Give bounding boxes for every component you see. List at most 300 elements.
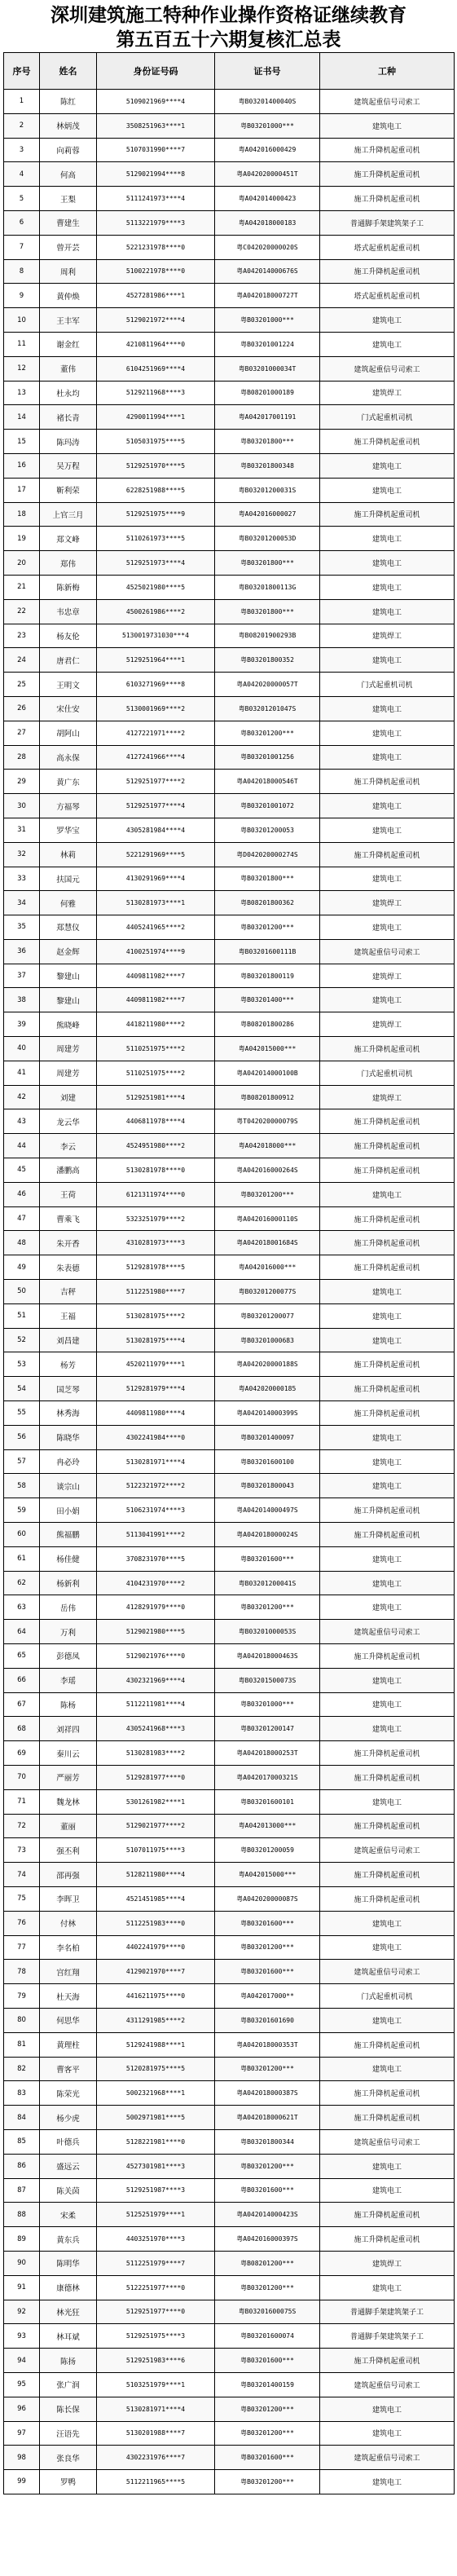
person-name: 董伟 <box>40 356 97 381</box>
person-name: 田小娟 <box>40 1498 97 1523</box>
table-row <box>4 405 455 430</box>
job-type: 建筑电工 <box>320 818 455 842</box>
person-name: 董丽 <box>40 1814 97 1838</box>
cert-number: 粤A042018000727T <box>215 284 320 308</box>
row-seq: 98 <box>4 2446 40 2470</box>
job-type: 建筑电工 <box>320 1571 455 1595</box>
job-type: 建筑电工 <box>320 1182 455 1206</box>
id-number: 5129281977****0 <box>97 1765 215 1789</box>
job-type: 建筑起重信号司索工 <box>320 2446 455 2470</box>
header-id-number: 身份证号码 <box>97 53 215 90</box>
job-type: 施工升降机起重司机 <box>320 2203 455 2227</box>
id-number: 6121311974****0 <box>97 1182 215 1206</box>
job-type: 施工升降机起重司机 <box>320 1037 455 1061</box>
cert-number: 粤B03201200031S <box>215 478 320 502</box>
cert-number: 粤C042020000020S <box>215 235 320 259</box>
cert-number: 粤A042014000423 <box>215 187 320 211</box>
person-name: 刘建 <box>40 1085 97 1109</box>
page-title <box>0 0 457 52</box>
person-name: 谢金红 <box>40 332 97 356</box>
person-name: 杨少虎 <box>40 2106 97 2130</box>
job-type: 建筑电工 <box>320 2008 455 2032</box>
cert-number: 粤B03201600*** <box>215 2446 320 2470</box>
person-name: 郑慧仪 <box>40 915 97 940</box>
id-number: 3508251963****1 <box>97 113 215 138</box>
cert-number: 粤B03201600*** <box>215 1960 320 1984</box>
cert-number: 粤B08201800362 <box>215 891 320 915</box>
job-type: 施工升降机起重司机 <box>320 1644 455 1669</box>
person-name: 汪语先 <box>40 2421 97 2446</box>
row-seq: 73 <box>4 1838 40 1863</box>
table-row <box>4 1863 455 1887</box>
cert-number: 粤A042017001191 <box>215 405 320 430</box>
person-name: 曹客平 <box>40 2057 97 2081</box>
person-name: 陈杨 <box>40 1692 97 1717</box>
cert-number: 粤B03201200041S <box>215 1571 320 1595</box>
id-number: 5129251975****9 <box>97 502 215 527</box>
id-number: 5130281975****4 <box>97 1328 215 1352</box>
person-name: 王荷 <box>40 1182 97 1206</box>
job-type: 建筑焊工 <box>320 381 455 405</box>
job-type: 建筑电工 <box>320 2421 455 2446</box>
person-name: 吴万程 <box>40 453 97 478</box>
table-header-row <box>4 53 455 90</box>
row-seq: 19 <box>4 527 40 551</box>
job-type: 建筑电工 <box>320 478 455 502</box>
cert-number: 粤B03201200*** <box>215 915 320 940</box>
cert-number: 粤A042018000463S <box>215 1644 320 1669</box>
row-seq: 30 <box>4 794 40 818</box>
table-row <box>4 1231 455 1255</box>
table-row <box>4 2470 455 2494</box>
cert-number: 粤B03201800119 <box>215 964 320 988</box>
person-name: 曹建生 <box>40 210 97 235</box>
job-type: 建筑电工 <box>320 599 455 624</box>
table-row <box>4 430 455 454</box>
id-number: 5107011975****3 <box>97 1838 215 1863</box>
row-seq: 10 <box>4 308 40 333</box>
person-name: 宋仕安 <box>40 696 97 721</box>
table-row <box>4 478 455 502</box>
table-row <box>4 1692 455 1717</box>
id-number: 4409811982****7 <box>97 964 215 988</box>
id-number: 5129251977****2 <box>97 770 215 794</box>
job-type: 门式起重机司机 <box>320 673 455 697</box>
cert-number: 粤B03201400040S <box>215 90 320 114</box>
person-name: 王明文 <box>40 673 97 697</box>
cert-number: 粤B03201200*** <box>215 1935 320 1960</box>
cert-number: 粤A042016000*** <box>215 1255 320 1280</box>
table-body <box>4 90 455 2494</box>
job-type: 施工升降机起重司机 <box>320 502 455 527</box>
table-row <box>4 2324 455 2349</box>
row-seq: 89 <box>4 2227 40 2252</box>
id-number: 5002971981****5 <box>97 2106 215 2130</box>
person-name: 林光狂 <box>40 2300 97 2324</box>
cert-number: 粤B03201800*** <box>215 867 320 891</box>
job-type: 建筑电工 <box>320 453 455 478</box>
row-seq: 52 <box>4 1328 40 1352</box>
cert-number: 粤B03201200059 <box>215 1838 320 1863</box>
id-number: 4104231970****2 <box>97 1571 215 1595</box>
cert-number: 粤A042018000353T <box>215 2032 320 2057</box>
table-row <box>4 2349 455 2373</box>
row-seq: 86 <box>4 2154 40 2178</box>
person-name: 赵金辉 <box>40 939 97 964</box>
person-name: 秦川云 <box>40 1741 97 1766</box>
id-number: 5129251973****4 <box>97 551 215 576</box>
job-type: 建筑焊工 <box>320 2251 455 2275</box>
id-number: 5122251977****0 <box>97 2275 215 2300</box>
table-row <box>4 1717 455 1741</box>
id-number: 5221231978****0 <box>97 235 215 259</box>
row-seq: 60 <box>4 1523 40 1547</box>
table-row <box>4 551 455 576</box>
header-seq: 序号 <box>4 53 40 90</box>
table-row <box>4 259 455 284</box>
cert-number: 粤B03201000053S <box>215 1620 320 1644</box>
row-seq: 82 <box>4 2057 40 2081</box>
table-row <box>4 1303 455 1328</box>
person-name: 黄仲焕 <box>40 284 97 308</box>
job-type: 施工升降机起重司机 <box>320 770 455 794</box>
row-seq: 51 <box>4 1303 40 1328</box>
person-name: 上官三月 <box>40 502 97 527</box>
person-name: 向莉蓉 <box>40 138 97 162</box>
person-name: 杜永均 <box>40 381 97 405</box>
cert-number: 粤A042014000100B <box>215 1061 320 1085</box>
row-seq: 78 <box>4 1960 40 1984</box>
row-seq: 38 <box>4 988 40 1012</box>
person-name: 靳利荣 <box>40 478 97 502</box>
id-number: 4127241966****4 <box>97 745 215 770</box>
row-seq: 44 <box>4 1134 40 1158</box>
id-number: 5100221978****0 <box>97 259 215 284</box>
job-type: 建筑起重信号司索工 <box>320 1838 455 1863</box>
job-type: 建筑电工 <box>320 1328 455 1352</box>
job-type: 建筑电工 <box>320 527 455 551</box>
row-seq: 92 <box>4 2300 40 2324</box>
row-seq: 12 <box>4 356 40 381</box>
cert-number: 粤A042017000321S <box>215 1765 320 1789</box>
cert-number: 粤A042015000*** <box>215 1037 320 1061</box>
table-row <box>4 721 455 745</box>
id-number: 5107031990****7 <box>97 138 215 162</box>
id-number: 5113221979****3 <box>97 210 215 235</box>
table-row <box>4 964 455 988</box>
id-number: 5113041991****2 <box>97 1523 215 1547</box>
id-number: 5129251981****4 <box>97 1085 215 1109</box>
cert-number: 粤A042016000429 <box>215 138 320 162</box>
header-cert-number: 证书号 <box>215 53 320 90</box>
id-number: 5129021976****0 <box>97 1644 215 1669</box>
person-name: 黄广东 <box>40 770 97 794</box>
job-type: 建筑起重信号司索工 <box>320 1620 455 1644</box>
id-number: 5129251987****3 <box>97 2178 215 2203</box>
person-name: 郑文峰 <box>40 527 97 551</box>
cert-number: 粤B03201600111B <box>215 939 320 964</box>
job-type: 建筑起重信号司索工 <box>320 2372 455 2397</box>
person-name: 黄理柱 <box>40 2032 97 2057</box>
row-seq: 56 <box>4 1425 40 1449</box>
row-seq: 9 <box>4 284 40 308</box>
cert-number: 粤B03201001256 <box>215 745 320 770</box>
person-name: 何雅 <box>40 891 97 915</box>
id-number: 4409811980****4 <box>97 1401 215 1426</box>
job-type: 施工升降机起重司机 <box>320 187 455 211</box>
id-number: 5130201988****7 <box>97 2421 215 2446</box>
row-seq: 46 <box>4 1182 40 1206</box>
cert-number: 粤A042018000183 <box>215 210 320 235</box>
job-type: 建筑电工 <box>320 988 455 1012</box>
job-type: 施工升降机起重司机 <box>320 259 455 284</box>
job-type: 建筑焊工 <box>320 1012 455 1037</box>
table-row <box>4 1935 455 1960</box>
cert-number: 粤B03201001224 <box>215 332 320 356</box>
table-row <box>4 2421 455 2446</box>
job-type: 门式起重机司机 <box>320 1984 455 2009</box>
row-seq: 25 <box>4 673 40 697</box>
job-type: 建筑电工 <box>320 332 455 356</box>
id-number: 5130281983****2 <box>97 1741 215 1766</box>
cert-number: 粤B03201000683 <box>215 1328 320 1352</box>
table-row <box>4 284 455 308</box>
job-type: 建筑起重信号司索工 <box>320 1960 455 1984</box>
table-row <box>4 624 455 648</box>
job-type: 施工升降机起重司机 <box>320 1352 455 1377</box>
person-name: 陈荣光 <box>40 2081 97 2106</box>
person-name: 罗鸭 <box>40 2470 97 2494</box>
row-seq: 17 <box>4 478 40 502</box>
job-type: 塔式起重机起重司机 <box>320 284 455 308</box>
id-number: 4406811978****4 <box>97 1109 215 1134</box>
id-number: 4405241965****2 <box>97 915 215 940</box>
table-row <box>4 1814 455 1838</box>
cert-number: 粤B03201800113G <box>215 575 320 599</box>
cert-number: 粤A042020000057T <box>215 673 320 697</box>
person-name: 熊晓峰 <box>40 1012 97 1037</box>
row-seq: 72 <box>4 1814 40 1838</box>
table-row <box>4 2372 455 2397</box>
person-name: 严丽芳 <box>40 1765 97 1789</box>
row-seq: 76 <box>4 1911 40 1935</box>
id-number: 5129251977****0 <box>97 2300 215 2324</box>
job-type: 施工升降机起重司机 <box>320 1134 455 1158</box>
id-number: 5125251979****1 <box>97 2203 215 2227</box>
job-type: 建筑电工 <box>320 721 455 745</box>
table-row <box>4 162 455 187</box>
table-row <box>4 1061 455 1085</box>
id-number: 5112211965****5 <box>97 2470 215 2494</box>
id-number: 5130001969****2 <box>97 696 215 721</box>
person-name: 李晖卫 <box>40 1886 97 1911</box>
table-row <box>4 1474 455 1498</box>
table-row <box>4 1984 455 2009</box>
row-seq: 62 <box>4 1571 40 1595</box>
row-seq: 59 <box>4 1498 40 1523</box>
person-name: 陈红 <box>40 90 97 114</box>
cert-number: 粤B03201601690 <box>215 2008 320 2032</box>
person-name: 王梨 <box>40 187 97 211</box>
id-number: 5129021980****5 <box>97 1620 215 1644</box>
job-type: 施工升降机起重司机 <box>320 162 455 187</box>
row-seq: 34 <box>4 891 40 915</box>
cert-number: 粤A042014000676S <box>215 259 320 284</box>
person-name: 陈晓华 <box>40 1425 97 1449</box>
job-type: 施工升降机起重司机 <box>320 2081 455 2106</box>
person-name: 龙云华 <box>40 1109 97 1134</box>
table-row <box>4 2008 455 2032</box>
table-row <box>4 1085 455 1109</box>
person-name: 岳伟 <box>40 1595 97 1620</box>
job-type: 建筑电工 <box>320 696 455 721</box>
row-seq: 88 <box>4 2203 40 2227</box>
row-seq: 29 <box>4 770 40 794</box>
job-type: 建筑电工 <box>320 867 455 891</box>
person-name: 杨芳 <box>40 1352 97 1377</box>
cert-number: 粤B03201200077 <box>215 1303 320 1328</box>
cert-number: 粤A042014000399S <box>215 1401 320 1426</box>
row-seq: 58 <box>4 1474 40 1498</box>
job-type: 门式起重机司机 <box>320 405 455 430</box>
id-number: 5130281971****4 <box>97 2397 215 2421</box>
job-type: 施工升降机起重司机 <box>320 1158 455 1183</box>
row-seq: 42 <box>4 1085 40 1109</box>
job-type: 建筑电工 <box>320 2057 455 2081</box>
cert-number: 粤B03201800348 <box>215 453 320 478</box>
table-row <box>4 453 455 478</box>
cert-number: 粤B03201500073S <box>215 1668 320 1692</box>
cert-number: 粤B03201200*** <box>215 2397 320 2421</box>
id-number: 5129251983****6 <box>97 2349 215 2373</box>
job-type: 建筑电工 <box>320 1595 455 1620</box>
row-seq: 7 <box>4 235 40 259</box>
row-seq: 81 <box>4 2032 40 2057</box>
cert-number: 粤B03201200*** <box>215 2470 320 2494</box>
person-name: 林秀海 <box>40 1401 97 1426</box>
id-number: 4100251974****9 <box>97 939 215 964</box>
person-name: 林莉 <box>40 842 97 867</box>
header-job-type: 工种 <box>320 53 455 90</box>
review-summary-table <box>3 52 455 2494</box>
job-type: 建筑电工 <box>320 575 455 599</box>
cert-number: 粤A042018000546T <box>215 770 320 794</box>
id-number: 5110251975****2 <box>97 1061 215 1085</box>
id-number: 6104251969****4 <box>97 356 215 381</box>
row-seq: 96 <box>4 2397 40 2421</box>
person-name: 张广润 <box>40 2372 97 2397</box>
job-type: 建筑电工 <box>320 551 455 576</box>
job-type: 建筑电工 <box>320 2154 455 2178</box>
id-number: 5130281971****4 <box>97 1449 215 1474</box>
cert-number: 粤A042013000*** <box>215 1814 320 1838</box>
table-row <box>4 1328 455 1352</box>
id-number: 4403251970****3 <box>97 2227 215 2252</box>
table-row <box>4 1595 455 1620</box>
row-seq: 99 <box>4 2470 40 2494</box>
id-number: 5130281973****1 <box>97 891 215 915</box>
person-name: 万利 <box>40 1620 97 1644</box>
table-row <box>4 1886 455 1911</box>
row-seq: 55 <box>4 1401 40 1426</box>
job-type: 门式起重机司机 <box>320 1061 455 1085</box>
person-name: 潘鹏高 <box>40 1158 97 1183</box>
row-seq: 1 <box>4 90 40 114</box>
table-row <box>4 2203 455 2227</box>
id-number: 5129281979****4 <box>97 1377 215 1401</box>
cert-number: 粤B03201800*** <box>215 430 320 454</box>
id-number: 4418211980****2 <box>97 1012 215 1037</box>
id-number: 5112251979****7 <box>97 2251 215 2275</box>
table-row <box>4 818 455 842</box>
id-number: 6228251988****5 <box>97 478 215 502</box>
cert-number: 粤A042018001684S <box>215 1231 320 1255</box>
table-row <box>4 988 455 1012</box>
person-name: 刘昌建 <box>40 1328 97 1352</box>
row-seq: 64 <box>4 1620 40 1644</box>
row-seq: 65 <box>4 1644 40 1669</box>
id-number: 5112211981****4 <box>97 1692 215 1717</box>
job-type: 施工升降机起重司机 <box>320 1401 455 1426</box>
cert-number: 粤B03201200053D <box>215 527 320 551</box>
table-row <box>4 2227 455 2252</box>
job-type: 施工升降机起重司机 <box>320 1109 455 1134</box>
cert-number: 粤B03201200*** <box>215 2154 320 2178</box>
row-seq: 16 <box>4 453 40 478</box>
cert-number: 粤B08201200*** <box>215 2251 320 2275</box>
person-name: 林炳茂 <box>40 113 97 138</box>
person-name: 王丰军 <box>40 308 97 333</box>
person-name: 周建芳 <box>40 1037 97 1061</box>
row-seq: 31 <box>4 818 40 842</box>
cert-number: 粤B08201800912 <box>215 1085 320 1109</box>
person-name: 杨佳健 <box>40 1546 97 1571</box>
id-number: 5130019731030***4 <box>97 624 215 648</box>
cert-number: 粤B08201800286 <box>215 1012 320 1037</box>
row-seq: 50 <box>4 1280 40 1304</box>
cert-number: 粤B03201600*** <box>215 2178 320 2203</box>
id-number: 4302241984****0 <box>97 1425 215 1449</box>
table-row <box>4 1377 455 1401</box>
row-seq: 41 <box>4 1061 40 1085</box>
cert-number: 粤B03201200*** <box>215 2057 320 2081</box>
row-seq: 49 <box>4 1255 40 1280</box>
id-number: 4525021980****5 <box>97 575 215 599</box>
job-type: 施工升降机起重司机 <box>320 1377 455 1401</box>
id-number: 5129211968****3 <box>97 381 215 405</box>
person-name: 魏龙林 <box>40 1789 97 1814</box>
table-row <box>4 2397 455 2421</box>
cert-number: 粤B03201001072 <box>215 794 320 818</box>
row-seq: 24 <box>4 648 40 673</box>
cert-number: 粤B03201400097 <box>215 1425 320 1449</box>
id-number: 5129281978****5 <box>97 1255 215 1280</box>
title-line-1: 深圳建筑施工特种作业操作资格证继续教育 <box>51 4 406 26</box>
cert-number: 粤B03201201047S <box>215 696 320 721</box>
row-seq: 53 <box>4 1352 40 1377</box>
row-seq: 11 <box>4 332 40 356</box>
id-number: 5120281975****5 <box>97 2057 215 2081</box>
job-type: 建筑电工 <box>320 1692 455 1717</box>
table-row <box>4 1206 455 1231</box>
person-name: 周利 <box>40 259 97 284</box>
cert-number: 粤B03201800043 <box>215 1474 320 1498</box>
table-row <box>4 138 455 162</box>
person-name: 何高 <box>40 162 97 187</box>
job-type: 建筑焊工 <box>320 1085 455 1109</box>
table-row <box>4 1109 455 1134</box>
row-seq: 85 <box>4 2129 40 2154</box>
